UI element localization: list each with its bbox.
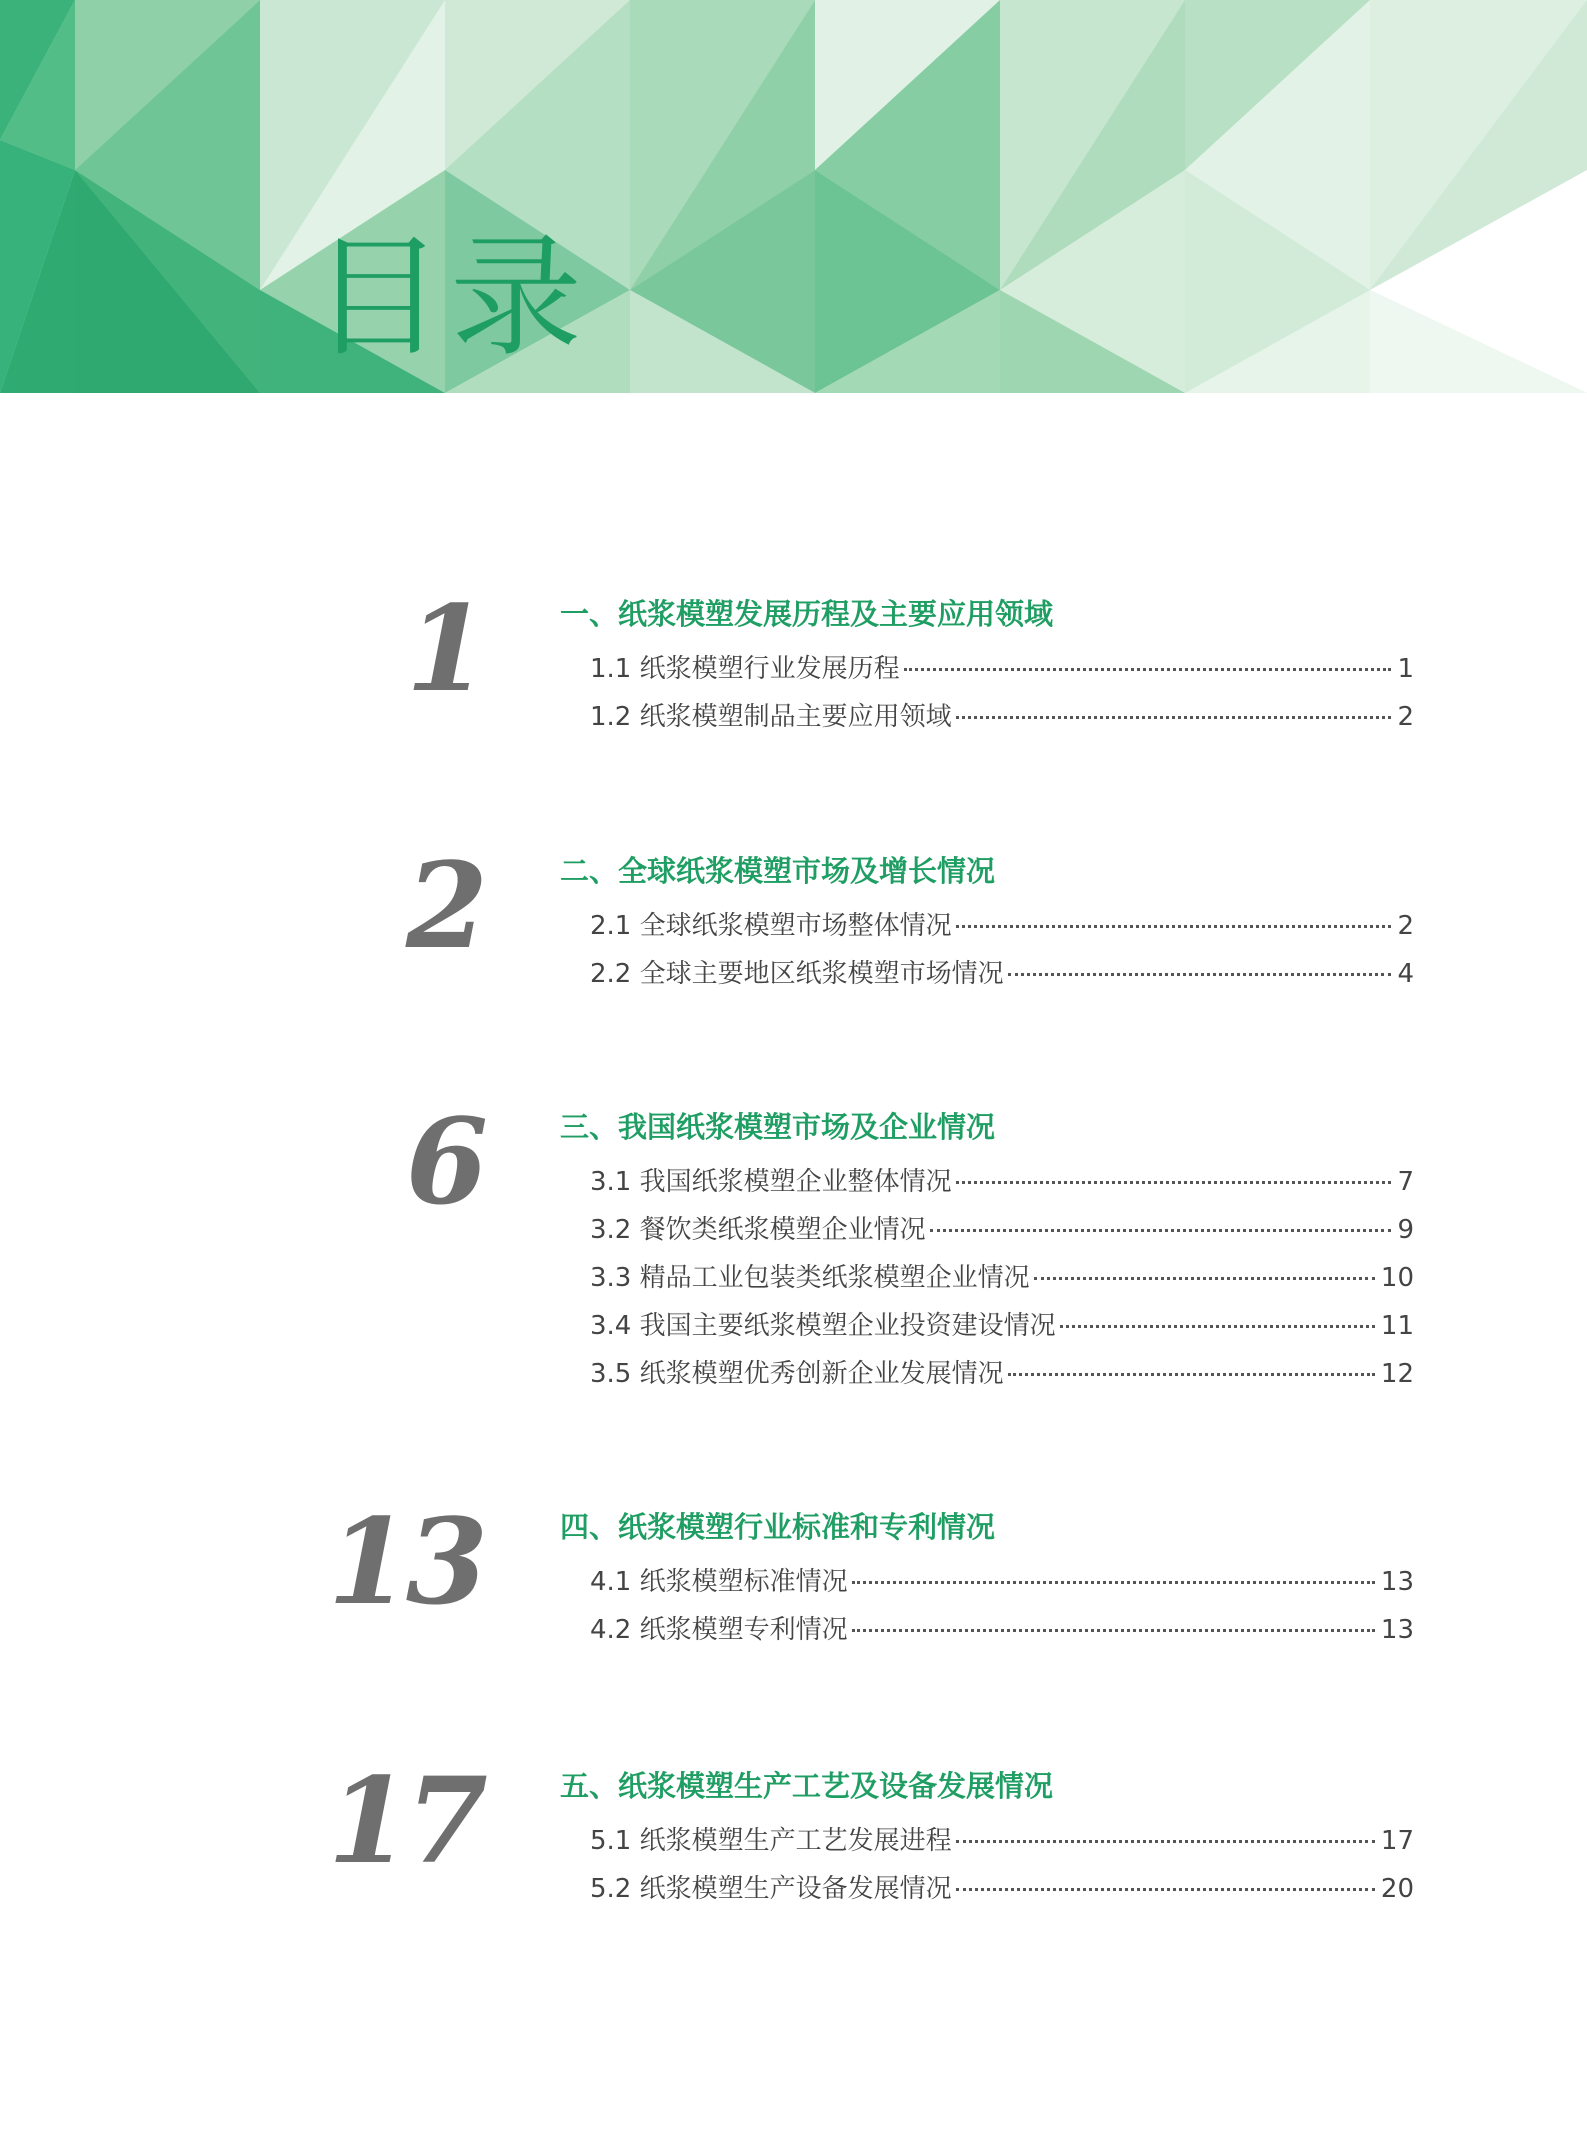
- toc-entry[interactable]: [590, 1257, 1414, 1305]
- toc-entry[interactable]: [590, 1609, 1414, 1657]
- toc-entry-label: 1.1 纸浆模塑行业发展历程: [590, 654, 900, 684]
- toc-entry-list: [590, 905, 1414, 1001]
- toc-entry-label: 5.1 纸浆模塑生产工艺发展进程: [590, 1826, 952, 1856]
- dot-leader: [852, 1629, 1375, 1632]
- toc-entry-list: [590, 1561, 1414, 1657]
- toc-entry-label: 4.2 纸浆模塑专利情况: [590, 1615, 848, 1645]
- toc-entry[interactable]: [590, 953, 1414, 1001]
- toc-entry-page: 9: [1397, 1215, 1414, 1245]
- dot-leader: [1008, 973, 1392, 976]
- toc-entry[interactable]: [590, 648, 1414, 696]
- dot-leader: [852, 1581, 1375, 1584]
- toc-entry[interactable]: [590, 1868, 1414, 1916]
- dot-leader: [1034, 1277, 1375, 1280]
- toc-entry-label: 3.4 我国主要纸浆模塑企业投资建设情况: [590, 1311, 1056, 1341]
- toc-entry-page: 13: [1380, 1615, 1414, 1645]
- toc-entry-page: 13: [1380, 1567, 1414, 1597]
- toc-entry-label: 2.1 全球纸浆模塑市场整体情况: [590, 911, 952, 941]
- toc-entry-label: 3.1 我国纸浆模塑企业整体情况: [590, 1167, 952, 1197]
- toc-entry-list: [590, 1820, 1414, 1916]
- toc-entry[interactable]: [590, 1161, 1414, 1209]
- toc-entry[interactable]: [590, 1353, 1414, 1401]
- triangle-pattern: [0, 0, 1587, 393]
- toc-entry-label: 4.1 纸浆模塑标准情况: [590, 1567, 848, 1597]
- dot-leader: [956, 925, 1392, 928]
- section-title[interactable]: 三、我国纸浆模塑市场及企业情况: [560, 1110, 996, 1144]
- toc-entry[interactable]: [590, 905, 1414, 953]
- toc-entry-label: 3.5 纸浆模塑优秀创新企业发展情况: [590, 1359, 1004, 1389]
- section-title[interactable]: 一、纸浆模塑发展历程及主要应用领域: [560, 597, 1054, 631]
- dot-leader: [956, 1888, 1375, 1891]
- section-start-page: 13: [327, 1492, 484, 1631]
- toc-entry-label: 3.3 精品工业包装类纸浆模塑企业情况: [590, 1263, 1030, 1293]
- toc-entry-label: 5.2 纸浆模塑生产设备发展情况: [590, 1874, 952, 1904]
- dot-leader: [956, 1840, 1375, 1843]
- page-title: 目录: [312, 221, 588, 375]
- dot-leader: [956, 716, 1392, 719]
- toc-entry-label: 2.2 全球主要地区纸浆模塑市场情况: [590, 959, 1004, 989]
- dot-leader: [956, 1181, 1392, 1184]
- header-banner: [0, 0, 1587, 393]
- dot-leader: [930, 1229, 1392, 1232]
- toc-entry-page: 1: [1397, 654, 1414, 684]
- toc-entry[interactable]: [590, 696, 1414, 744]
- toc-entry-page: 12: [1380, 1359, 1414, 1389]
- toc-entry-list: [590, 648, 1414, 744]
- dot-leader: [904, 668, 1392, 671]
- toc-entry-list: [590, 1161, 1414, 1401]
- dot-leader: [1008, 1373, 1375, 1376]
- section-start-page: 6: [405, 1092, 484, 1231]
- section-title[interactable]: 二、全球纸浆模塑市场及增长情况: [560, 854, 996, 888]
- section-start-page: 17: [327, 1751, 484, 1890]
- toc-entry-page: 4: [1397, 959, 1414, 989]
- section-title[interactable]: 五、纸浆模塑生产工艺及设备发展情况: [560, 1769, 1054, 1803]
- toc-entry-page: 17: [1380, 1826, 1414, 1856]
- toc-entry[interactable]: [590, 1561, 1414, 1609]
- section-title[interactable]: 四、纸浆模塑行业标准和专利情况: [560, 1510, 996, 1544]
- toc-entry-page: 7: [1397, 1167, 1414, 1197]
- toc-entry-page: 2: [1397, 911, 1414, 941]
- toc-entry-page: 11: [1380, 1311, 1414, 1341]
- toc-entry[interactable]: [590, 1209, 1414, 1257]
- dot-leader: [1060, 1325, 1375, 1328]
- toc-entry-page: 10: [1380, 1263, 1414, 1293]
- toc-entry[interactable]: [590, 1305, 1414, 1353]
- section-start-page: 1: [405, 579, 484, 718]
- toc-entry-page: 20: [1380, 1874, 1414, 1904]
- toc-entry-label: 1.2 纸浆模塑制品主要应用领域: [590, 702, 952, 732]
- section-start-page: 2: [405, 836, 484, 975]
- toc-entry[interactable]: [590, 1820, 1414, 1868]
- toc-entry-page: 2: [1397, 702, 1414, 732]
- toc-entry-label: 3.2 餐饮类纸浆模塑企业情况: [590, 1215, 926, 1245]
